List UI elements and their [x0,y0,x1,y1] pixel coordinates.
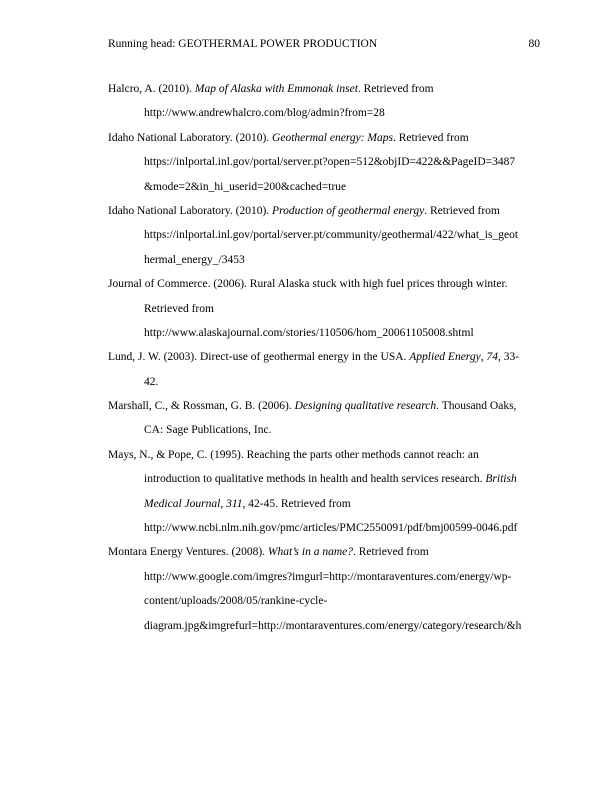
reference-text: Marshall, C., & Rossman, G. B. (2006). [108,400,295,413]
reference-continuation-line [108,370,544,394]
reference-first-line [108,77,544,101]
reference-first-line [108,199,544,223]
reference-continuation-line [108,492,544,516]
reference-entry [108,345,544,394]
reference-continuation-line [108,321,544,345]
reference-continuation-line [108,418,544,442]
reference-continuation-line [108,101,544,125]
italic-text: Medical Journal [144,497,221,510]
reference-text: Retrieved from [144,302,214,315]
reference-text: hermal_energy_/3453 [144,253,245,266]
reference-continuation-line [108,175,544,199]
italic-text: British [485,473,517,486]
reference-entry [108,272,544,345]
reference-text: diagram.jpg&imgrefurl=http://montaraventures.com/energy/category/research/&h [144,619,522,632]
reference-list [108,77,544,638]
italic-text: 74 [486,351,498,364]
page-header [108,36,542,52]
page-number: 80 [528,38,540,50]
reference-text: , [480,351,487,364]
reference-continuation-line [108,614,544,638]
reference-entry [108,540,544,638]
italic-text: Production of geothermal energy [272,204,425,217]
reference-text: http://www.alaskajournal.com/stories/110506/hom_20061105008.shtml [144,326,474,339]
reference-text: https://inlportal.inl.gov/portal/server.pt?open=512&objID=422&&PageID=3487 [144,156,516,169]
reference-text: &mode=2&in_hi_userid=200&cached=true [144,180,347,193]
reference-continuation-line [108,589,544,613]
reference-continuation-line [108,297,544,321]
italic-text: Applied Energy [409,351,481,364]
running-head: Running head: GEOTHERMAL POWER PRODUCTION [108,38,378,50]
italic-text: Designing qualitative research [294,400,437,413]
reference-text: Lund, J. W. (2003). Direct-use of geothermal energy in the USA. [108,351,410,364]
reference-text: content/uploads/2008/05/rankine-cycle- [144,595,328,608]
reference-text: , 42-45. Retrieved from [242,497,351,510]
reference-text: http://www.google.com/imgres?imgurl=http://montaraventures.com/energy/wp- [144,570,512,583]
reference-entry [108,443,544,541]
reference-continuation-line [108,150,544,174]
reference-text: Mays, N., & Pope, C. (1995). Reaching the parts other methods cannot reach: an [108,448,479,461]
reference-entry [108,126,544,199]
reference-entry [108,394,544,443]
reference-first-line [108,126,544,150]
reference-first-line [108,272,544,296]
reference-text: http://www.ncbi.nlm.nih.gov/pmc/articles/PMC2550091/pdf/bmj00599-0046.pdf [144,522,518,535]
reference-text: Idaho National Laboratory. (2010). [108,204,273,217]
reference-text: Journal of Commerce. (2006). Rural Alaska stuck with high fuel prices through winter. [108,278,508,291]
reference-continuation-line [108,467,544,491]
italic-text: What’s in a name? [267,546,353,559]
reference-continuation-line [108,565,544,589]
reference-text: https://inlportal.inl.gov/portal/server.pt/community/geothermal/422/what_is_geot [144,229,519,242]
reference-entry [108,199,544,272]
reference-text: 42. [144,375,159,388]
reference-text: , [220,497,227,510]
reference-text: http://www.andrewhalcro.com/blog/admin?from=28 [144,107,385,120]
italic-text: 311 [226,497,243,510]
reference-text: . Retrieved from [357,83,434,95]
reference-text: Idaho National Laboratory. (2010). [108,131,273,144]
reference-text: Montara Energy Ventures. (2008). [108,546,268,559]
reference-first-line [108,443,544,467]
reference-first-line [108,345,544,369]
reference-text: , 33- [497,351,520,364]
reference-text: Halcro, A. (2010). [108,83,195,95]
italic-text: Map of Alaska with Emmonak inset [194,83,358,95]
reference-continuation-line [108,516,544,540]
reference-entry [108,77,544,126]
reference-first-line [108,540,544,564]
reference-text: . Thousand Oaks, [436,400,517,413]
reference-text: . Retrieved from [424,204,500,217]
reference-text: CA: Sage Publications, Inc. [144,424,272,437]
reference-continuation-line [108,248,544,272]
reference-continuation-line [108,223,544,247]
reference-first-line [108,394,544,418]
reference-text: introduction to qualitative methods in health and health services research. [144,473,486,486]
reference-text: . Retrieved from [392,131,469,144]
italic-text: Geothermal energy: Maps [272,131,393,144]
reference-text: . Retrieved from [352,546,429,559]
